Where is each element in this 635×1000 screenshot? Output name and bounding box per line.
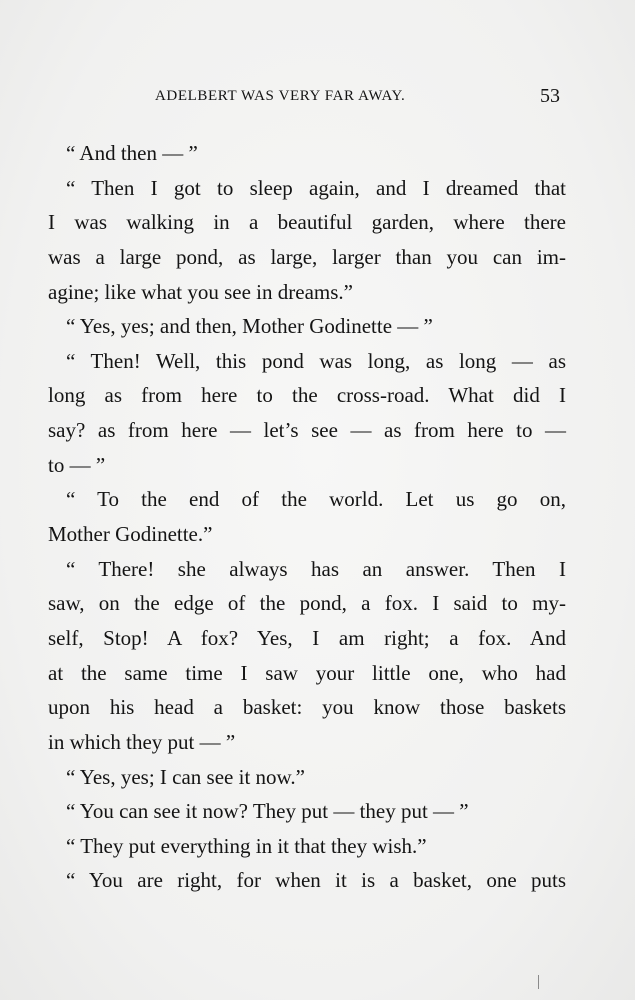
- text-line: “ Then! Well, this pond was long, as long — as: [66, 348, 566, 373]
- text-line: saw, on the edge of the pond, a fox. I said to my-: [48, 591, 566, 616]
- text-line: at the same time I saw your little one, who had: [48, 660, 566, 685]
- text-line: “ You are right, for when it is a basket, one puts: [66, 868, 566, 893]
- page-number: 53: [540, 85, 560, 107]
- text-line: I was walking in a beautiful garden, where there: [48, 210, 566, 235]
- text-line: “ Then I got to sleep again, and I dreamed that: [66, 175, 566, 200]
- running-head: ADELBERT WAS VERY FAR AWAY.: [155, 88, 406, 104]
- text-line: say? as from here — let’s see — as from here to —: [48, 418, 566, 443]
- text-line: “ You can see it now? They put — they put — ”: [66, 799, 469, 824]
- text-line: “ Yes, yes; and then, Mother Godinette — ”: [66, 314, 433, 339]
- text-line: “ They put everything in it that they wish.”: [66, 833, 427, 858]
- text-line: self, Stop! A fox? Yes, I am right; a fox. And: [48, 625, 566, 650]
- text-line: “ Yes, yes; I can see it now.”: [66, 764, 305, 789]
- body-text: [48, 136, 566, 898]
- text-line: “ And then — ”: [66, 141, 198, 165]
- text-line: “ To the end of the world. Let us go on,: [66, 487, 566, 512]
- text-line: was a large pond, as large, larger than you can im-: [48, 244, 566, 269]
- text-line: to — ”: [48, 452, 106, 477]
- text-line: Mother Godinette.”: [48, 522, 213, 547]
- text-line: in which they put — ”: [48, 729, 236, 754]
- paper-edge-mark: [538, 975, 539, 989]
- text-line: long as from here to the cross-road. What did I: [48, 383, 566, 408]
- text-line: upon his head a basket: you know those baskets: [48, 695, 566, 720]
- text-line: agine; like what you see in dreams.”: [48, 279, 353, 304]
- text-line: “ There! she always has an answer. Then I: [66, 556, 566, 581]
- page-header: [0, 85, 635, 112]
